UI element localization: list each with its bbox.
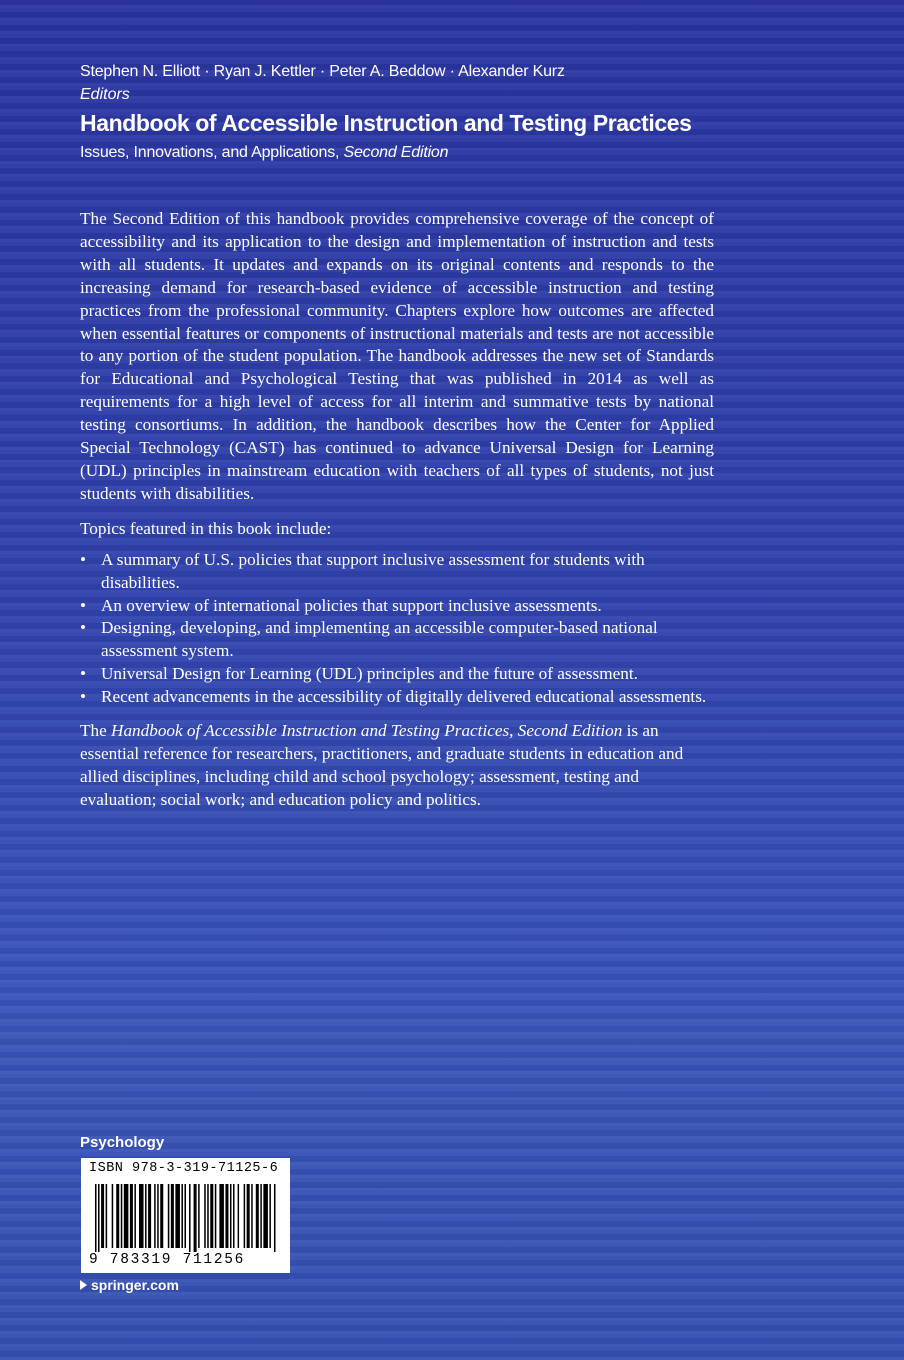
barcode-bar (230, 1184, 232, 1248)
topics-list (80, 549, 714, 709)
barcode-bar (247, 1184, 250, 1248)
isbn-barcode-box (81, 1158, 290, 1273)
closing-book-title: Handbook of Accessible Instruction and Testing Practices, Second Edition (111, 721, 623, 741)
barcode-bar (134, 1184, 136, 1248)
barcode-bar (154, 1184, 156, 1248)
topic-item (80, 617, 714, 663)
barcode-bar (238, 1184, 240, 1248)
barcode-bar (121, 1184, 123, 1248)
barcode-bar (194, 1184, 197, 1252)
barcode-bar (274, 1184, 276, 1252)
topic-item (80, 549, 714, 595)
topic-text: A summary of U.S. policies that support inclusive assessment for students with disabilities. (101, 549, 645, 592)
bullet-icon: • (80, 549, 87, 569)
isbn-label: ISBN 978-3-319-71125-6 (89, 1161, 279, 1176)
barcode-bar (256, 1184, 259, 1248)
topic-text: Universal Design for Learning (UDL) principles and the future of assessment. (101, 664, 638, 684)
barcode-number: 9 783319 711256 (89, 1252, 246, 1268)
barcode-bar (181, 1184, 183, 1248)
barcode-bar (210, 1184, 213, 1248)
barcode-bar (139, 1184, 144, 1248)
topic-item (80, 663, 714, 686)
bullet-icon: • (80, 595, 87, 615)
bullet-icon: • (80, 618, 87, 638)
barcode-bar (244, 1184, 246, 1248)
barcode-bar (189, 1184, 191, 1252)
barcode-bar (98, 1184, 100, 1252)
barcode-bar (112, 1184, 114, 1248)
editors-role: Editors (80, 86, 130, 103)
barcode-bar (198, 1184, 200, 1248)
topic-item (80, 595, 714, 618)
barcode-bar (124, 1184, 129, 1248)
topics-intro: Topics featured in this book include: (80, 518, 332, 538)
barcode-bar (106, 1184, 108, 1248)
barcode-bar (219, 1184, 224, 1248)
book-subtitle (80, 144, 448, 162)
barcode-bar (101, 1184, 104, 1248)
barcode-bar (215, 1184, 217, 1248)
barcode-bar (157, 1184, 159, 1248)
subtitle-edition: Second Edition (343, 144, 449, 161)
publisher-website (80, 1277, 179, 1293)
bullet-icon: • (80, 664, 87, 684)
barcode-icon (95, 1184, 277, 1252)
closing-suffix: is an essential reference for researchers, practitioners, and graduate students in education and allied disciplines, including child and school psychology; assessment, testing and evaluation; social work; and education policy and politics. (80, 721, 684, 809)
topic-text: Designing, developing, and implementing an accessible computer-based national assessment system. (101, 618, 658, 661)
barcode-bar (160, 1184, 163, 1248)
blurb (80, 208, 714, 812)
barcode-bar (171, 1184, 174, 1248)
barcode-bar (116, 1184, 119, 1248)
barcode-bar (233, 1184, 235, 1248)
subject-category: Psychology (80, 1134, 165, 1151)
barcode-bar (145, 1184, 147, 1248)
website-label: springer.com (91, 1277, 179, 1293)
barcode-bar (130, 1184, 133, 1248)
subtitle-main: Issues, Innovations, and Applications, (80, 144, 344, 161)
barcode-bar (184, 1184, 186, 1248)
barcode-bar (175, 1184, 180, 1248)
barcode-bar (168, 1184, 170, 1248)
barcode-bar (207, 1184, 209, 1248)
book-title: Handbook of Accessible Instruction and Testing Practices (80, 110, 692, 136)
editors-names: Stephen N. Elliott · Ryan J. Kettler · Peter A. Beddow · Alexander Kurz (80, 63, 565, 80)
barcode-bar (263, 1184, 268, 1248)
barcode-bar (148, 1184, 151, 1248)
description-paragraph: The Second Edition of this handbook provides comprehensive coverage of the concept of accessibility and its application to the design and implementation of instruction and tests with all students. It updates and expands on its original contents and responds to the increasing demand for research-based evidence of accessible instruction and testing practices from the professional community. Chapters explore how outcomes are affected when essential features or components of instructional materials and tests are not accessible to any portion of the student population. The handbook addresses the new set of Standards for Educational and Psychological Testing that was published in 2014 as well as requirements for a high level of access for all interim and summative tests by national testing consortiums. In addition, the handbook describes how the Center for Applied Special Technology (CAST) has continued to advance Universal Design for Learning (UDL) principles in mainstream education with teachers of all types of students, not just students with disabilities. (80, 209, 714, 503)
bullet-icon: • (80, 687, 87, 707)
closing-prefix: The (80, 721, 112, 741)
barcode-bar (225, 1184, 228, 1248)
barcode-bar (269, 1184, 271, 1248)
topic-text: An overview of international policies that support inclusive assessments. (101, 595, 602, 615)
barcode-bar (204, 1184, 206, 1248)
barcode-bar (251, 1184, 253, 1248)
barcode-bar (95, 1184, 97, 1252)
topic-item (80, 686, 714, 709)
arrow-right-icon (80, 1280, 87, 1290)
barcode-bar (260, 1184, 262, 1248)
closing-paragraph (80, 720, 714, 812)
topic-text: Recent advancements in the accessibility of digitally delivered educational assessments. (101, 687, 707, 707)
